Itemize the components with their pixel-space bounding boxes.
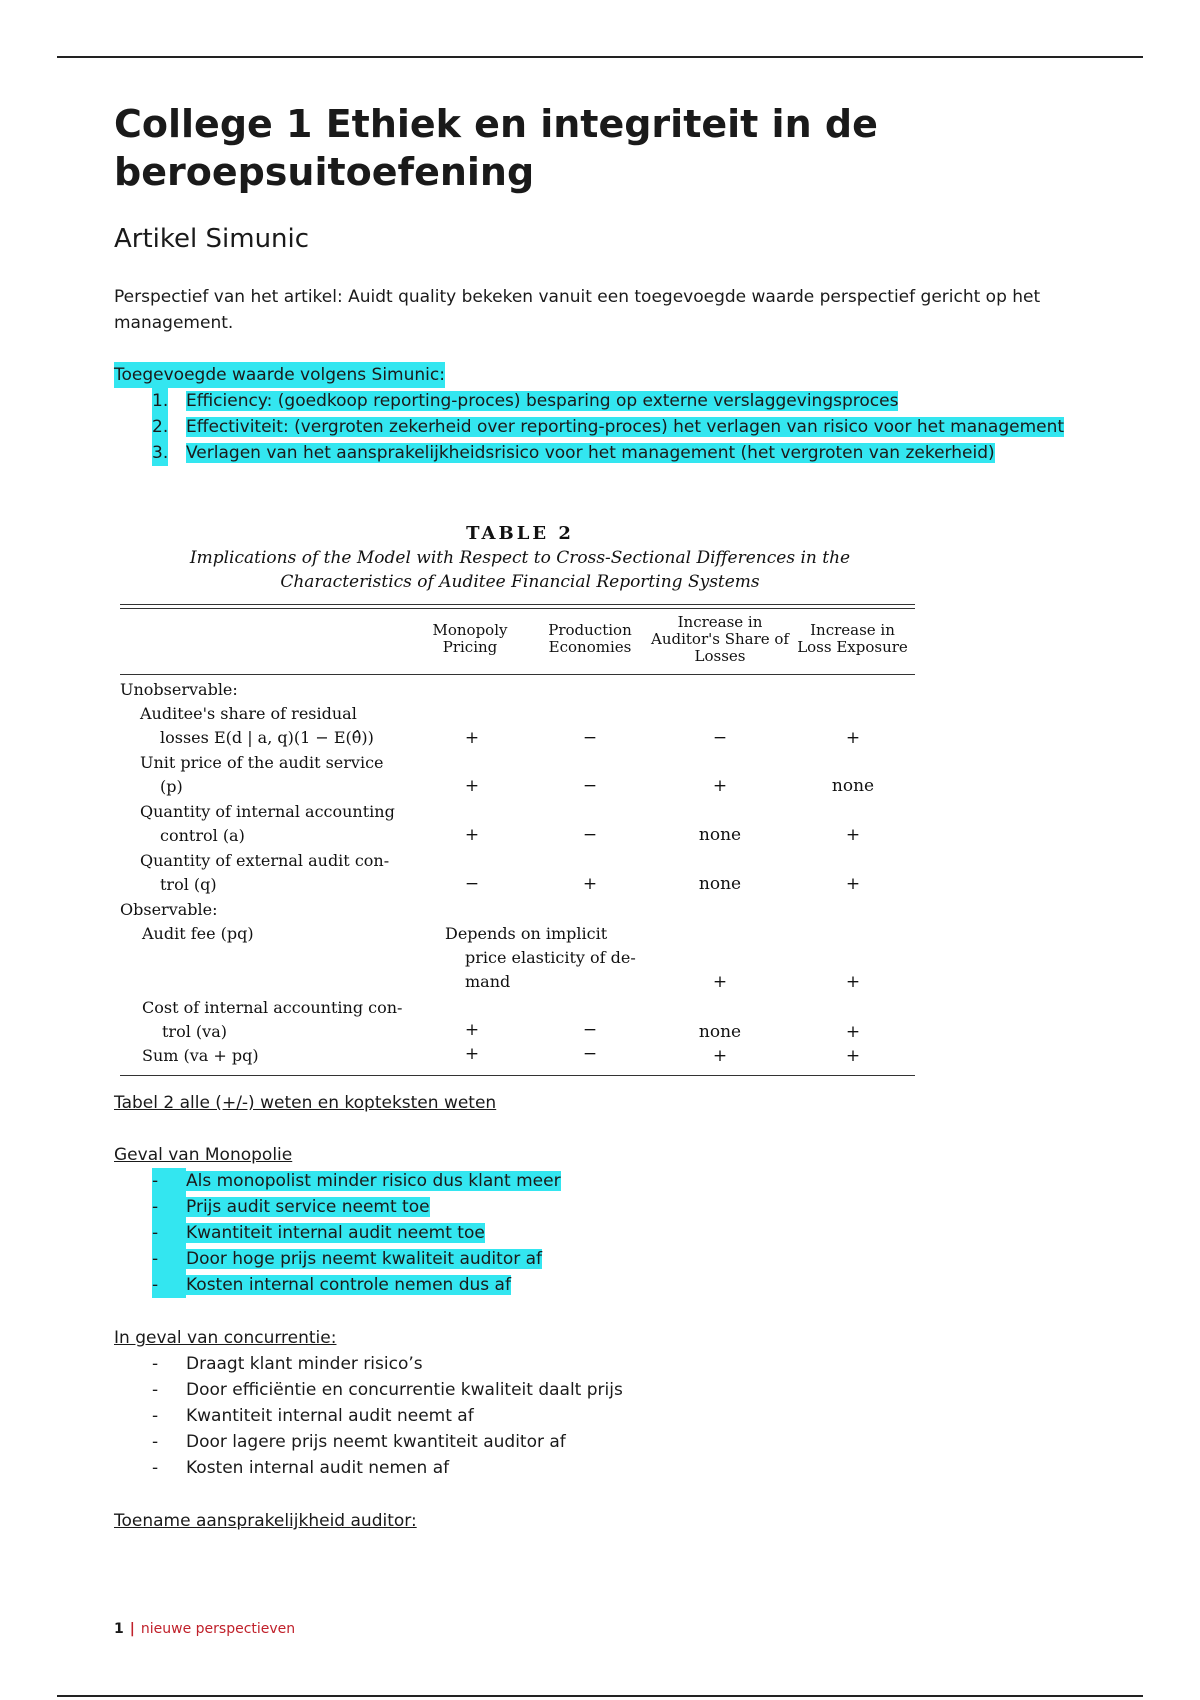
table-cell: − [582,1020,598,1040]
list-number: 1. [152,388,168,414]
table-cell: + [712,972,728,992]
list-number: 2. [152,414,168,440]
table-cell: + [464,776,480,796]
row-label: Auditee's share of residual [140,704,357,723]
list-item-text: Door efficiëntie en concurrentie kwaliteit daalt prijs [186,1380,623,1400]
page-subtitle: Artikel Simunic [114,224,310,254]
competition-section [114,1325,623,1481]
table-caption-line1: Implications of the Model with Respect to Cross-Sectional Differences in the [189,548,851,568]
footer-separator: | [129,1621,135,1637]
list-item-text: Draagt klant minder risico’s [186,1354,423,1374]
list-item-text: Verlagen van het aansprakelijkheidsrisico voor het management (het vergroten van zekerheid) [186,443,995,463]
liability-heading: Toename aansprakelijkheid auditor: [114,1511,417,1531]
list-item-text: Efficiency: (goedkoop reporting-proces) besparing op externe verslaggevingsproces [186,391,899,411]
list-item [114,440,1066,466]
table-cell: none [698,1022,742,1042]
table-note-text: Tabel 2 alle (+/-) weten en kopteksten weten [114,1093,497,1113]
row-label: trol (q) [160,875,217,894]
page-footer [114,1621,295,1637]
added-value-heading: Toegevoegde waarde volgens Simunic: [114,362,445,388]
table-cell: + [464,1020,480,1040]
list-item [114,1351,623,1377]
row-label: Quantity of external audit con- [140,851,390,870]
table-cell: + [845,1046,861,1066]
list-item-text: Door lagere prijs neemt kwantiteit auditor af [186,1432,566,1452]
monopoly-heading: Geval van Monopolie [114,1145,293,1165]
column-header: Increase in Loss Exposure [797,621,908,656]
monopoly-section [114,1142,561,1298]
bullet-dash: - [152,1246,186,1272]
bullet-dash: - [152,1432,159,1452]
bullet-dash: - [152,1220,186,1246]
table-cell: + [464,1044,480,1064]
list-item-text: Kwantiteit internal audit neemt toe [186,1223,485,1243]
bullet-dash: - [152,1380,159,1400]
list-item-text: Als monopolist minder risico dus klant meer [186,1171,561,1191]
list-number: 3. [152,440,168,466]
table-caption-line2: Characteristics of Auditee Financial Reporting Systems [280,572,760,592]
list-item-text: Prijs audit service neemt toe [186,1197,430,1217]
table-rule [120,674,915,675]
table-cell: + [712,1046,728,1066]
table-rule [120,608,915,609]
footer-brand: nieuwe perspectieven [140,1621,296,1637]
row-label: (p) [160,777,183,796]
added-value-list [114,388,1066,466]
list-item-text: Door hoge prijs neemt kwaliteit auditor af [186,1249,543,1269]
intro-paragraph: Perspectief van het artikel: Auidt quality bekeken vanuit een toegevoegde waarde perspectief gericht op het management. [114,287,1041,333]
table-note-cell: price elasticity of de- [465,948,636,967]
table-note-cell: mand [465,972,511,991]
row-label: trol (va) [162,1022,227,1041]
bullet-dash: - [152,1194,186,1220]
list-item [114,1168,561,1194]
list-item [114,1246,561,1272]
table-rule [120,1075,915,1076]
table-cell: none [831,776,875,796]
list-item [114,388,1066,414]
list-item-text: Kosten internal controle nemen dus af [186,1275,511,1295]
table-note-cell: Depends on implicit [445,924,608,943]
row-label: Sum (va + pq) [142,1046,259,1065]
section-label: Unobservable: [120,680,238,699]
table-cell: + [845,1022,861,1042]
bottom-rule [57,1695,1143,1697]
list-item [114,1403,623,1429]
table-cell: − [464,874,480,894]
table-rule [120,604,915,605]
liability-section [114,1508,417,1534]
table-cell: + [845,874,861,894]
row-label: Audit fee (pq) [142,924,254,943]
list-item [114,1429,623,1455]
bullet-dash: - [152,1458,159,1478]
table-cell: − [582,1044,598,1064]
row-label: Cost of internal accounting con- [142,998,403,1017]
table-cell: + [464,728,480,748]
competition-heading: In geval van concurrentie: [114,1328,337,1348]
list-item [114,1220,561,1246]
list-item-text: Effectiviteit: (vergroten zekerheid over reporting-proces) het verlagen van risico voor het management [186,417,1065,437]
list-item [114,1377,623,1403]
table-cell: + [845,728,861,748]
row-label: Quantity of internal accounting [140,802,395,821]
competition-list [114,1351,623,1481]
bullet-dash: - [152,1168,186,1194]
table-cell: − [582,728,598,748]
list-item [114,414,1066,440]
list-item [114,1455,623,1481]
scanned-table [120,522,920,1082]
table-note [114,1090,496,1116]
table-cell: + [845,972,861,992]
list-item-text: Kwantiteit internal audit neemt af [186,1406,474,1426]
bullet-dash: - [152,1406,159,1426]
column-header: Increase in Auditor's Share of Losses [651,613,789,665]
top-rule [57,56,1143,58]
list-item [114,1272,561,1298]
bullet-dash: - [152,1272,186,1298]
added-value-section [114,362,1066,466]
bullet-dash: - [152,1354,159,1374]
row-label: Unit price of the audit service [140,753,384,772]
list-item [114,1194,561,1220]
table-cell: none [698,825,742,845]
table-cell: − [712,728,728,748]
row-label: losses E(d | a, q)(1 − E(θ̂)) [160,728,374,747]
column-header: Production Economies [548,621,632,656]
column-header: Monopoly Pricing [432,621,508,656]
page-number: 1 [114,1621,124,1637]
list-item-text: Kosten internal audit nemen af [186,1458,450,1478]
table-title: TABLE 2 [466,523,574,544]
section-label: Observable: [120,900,218,919]
table-cell: + [712,776,728,796]
row-label: control (a) [160,826,245,845]
table-cell: + [464,825,480,845]
table-cell: none [698,874,742,894]
table-cell: + [582,874,598,894]
monopoly-list [114,1168,561,1298]
page-title: College 1 Ethiek en integriteit in de beroepsuitoefening [114,102,878,194]
table-cell: − [582,776,598,796]
table-cell: − [582,825,598,845]
table-cell: + [845,825,861,845]
